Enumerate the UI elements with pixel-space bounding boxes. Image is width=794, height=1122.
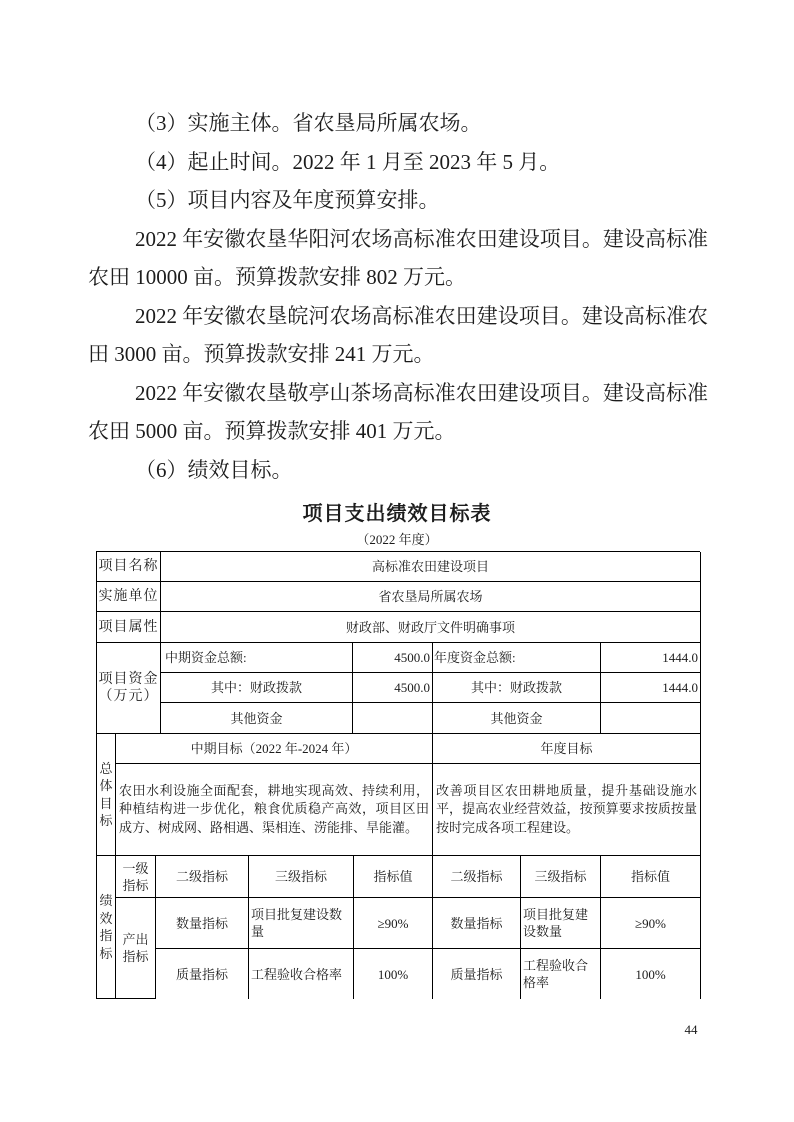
mid-total-label: 中期资金总额:: [161, 643, 353, 673]
project-attr-label: 项目属性: [97, 612, 161, 643]
level2-header-year: 二级指标: [433, 856, 521, 898]
level2-header-mid: 二级指标: [156, 856, 249, 898]
year-total-label: 年度资金总额:: [433, 643, 601, 673]
level1-header: 一级指标: [116, 856, 156, 898]
table-section-info: [96, 551, 700, 643]
funding-label: 项目资金（万元）: [97, 643, 161, 734]
performance-target-table: [96, 551, 700, 999]
year-goal-header: 年度目标: [433, 734, 701, 764]
body-paragraph: 2022 年安徽农垦敬亭山茶场高标准农田建设项目。建设高标准农田 5000 亩。预算拨款安排 401 万元。: [88, 380, 708, 443]
table-section-overall-goal: [96, 734, 700, 856]
year-fiscal-value: 1444.0: [601, 673, 701, 703]
body-paragraph: 2022 年安徽农垦华阳河农场高标准农田建设项目。建设高标准农田 10000 亩。预算拨款安排 802 万元。: [88, 226, 708, 289]
value-header-mid: 指标值: [354, 856, 433, 898]
year-fiscal-label: 其中：财政拨款: [433, 673, 601, 703]
quantity-indicator-value-mid: ≥90%: [354, 898, 433, 949]
year-goal-text: [433, 764, 701, 856]
quantity-indicator-value-year: ≥90%: [601, 898, 701, 949]
performance-label: 绩效指标: [97, 856, 116, 999]
mid-other-value: [353, 703, 433, 734]
body-paragraph: （5）项目内容及年度预算安排。: [135, 188, 440, 212]
body-paragraph: （4）起止时间。2022 年 1 月至 2023 年 5 月。: [135, 149, 561, 174]
body-paragraph: （6）绩效目标。: [135, 457, 293, 482]
level3-header-mid: 三级指标: [249, 856, 354, 898]
mid-fiscal-value: 4500.0: [353, 673, 433, 703]
body-paragraph: （3）实施主体。省农垦局所属农场。: [135, 111, 482, 135]
overall-goal-label: 总体目标: [97, 734, 116, 856]
mid-other-label: 其他资金: [161, 703, 353, 734]
table-section-performance: [96, 856, 700, 999]
year-total-value: 1444.0: [601, 643, 701, 673]
mid-goal-text: [116, 764, 433, 856]
quantity-indicator-name-year: 项目批复建设数量: [521, 898, 601, 949]
quantity-indicator-label-mid: 数量指标: [156, 898, 249, 949]
quality-indicator-label-year: 质量指标: [433, 949, 521, 999]
mid-goal-text-inner: 农田水利设施全面配套，耕地实现高效、持续利用，种植结构进一步优化，粮食优质稳产高效，项目区田成方、树成网、路相遇、渠相连、涝能排、旱能灌。: [119, 783, 429, 835]
quality-indicator-label-mid: 质量指标: [156, 949, 249, 999]
level3-header-year: 三级指标: [521, 856, 601, 898]
implement-unit-value: 省农垦局所属农场: [161, 582, 701, 612]
quantity-indicator-label-year: 数量指标: [433, 898, 521, 949]
year-other-value: [601, 703, 701, 734]
implement-unit-label: 实施单位: [97, 582, 161, 612]
mid-total-value: 4500.0: [353, 643, 433, 673]
page-number: 44: [684, 1022, 698, 1037]
year-other-label: 其他资金: [433, 703, 601, 734]
quality-indicator-name-mid: 工程验收合格率: [249, 949, 354, 999]
table-section-funding: [96, 643, 700, 734]
quality-indicator-name-year: 工程验收合格率: [521, 949, 601, 999]
value-header-year: 指标值: [601, 856, 701, 898]
mid-fiscal-label: 其中：财政拨款: [161, 673, 353, 703]
quality-indicator-value-year: 100%: [601, 949, 701, 999]
project-attr-value: 财政部、财政厅文件明确事项: [161, 612, 701, 643]
body-text-block: [88, 104, 708, 489]
quality-indicator-value-mid: 100%: [354, 949, 433, 999]
project-name-value: 高标准农田建设项目: [161, 552, 701, 582]
year-goal-text-inner: 改善项目区农田耕地质量，提升基础设施水平，提高农业经营效益，按预算要求按质按量按时完成各项工程建设。: [436, 783, 697, 835]
table-subtitle: （2022 年度）: [356, 532, 438, 547]
table-title: 项目支出绩效目标表: [302, 503, 492, 525]
mid-goal-header: 中期目标（2022 年-2024 年）: [116, 734, 433, 764]
quantity-indicator-name-mid: 项目批复建设数量: [249, 898, 354, 949]
body-paragraph: 2022 年安徽农垦皖河农场高标准农田建设项目。建设高标准农田 3000 亩。预算拨款安排 241 万元。: [88, 303, 708, 366]
output-indicator-group-label: 产出指标: [116, 898, 156, 999]
project-name-label: 项目名称: [97, 552, 161, 582]
